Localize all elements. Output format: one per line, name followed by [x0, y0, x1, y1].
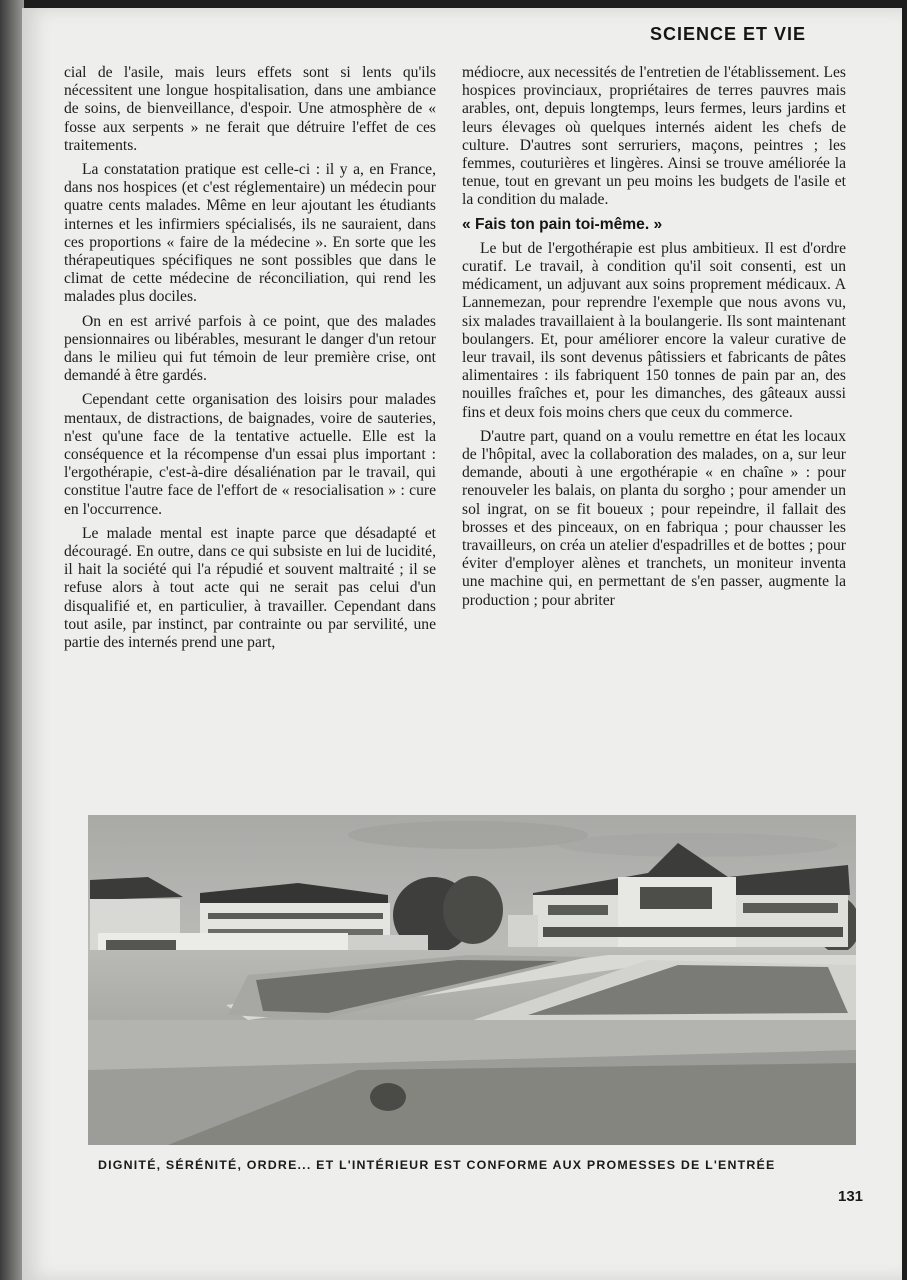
photo-caption: DIGNITÉ, SÉRÉNITÉ, ORDRE... ET L'INTÉRIEUR EST CONFORME AUX PROMESSES DE L'ENTRÉE: [98, 1158, 776, 1172]
paragraph: On en est arrivé parfois à ce point, que des malades pensionnaires ou libérables, mesurant le danger d'un retour dans le milieu qui fut témoin de leur première crise, ont demandé à être gardés.: [64, 312, 436, 385]
paragraph: médiocre, aux necessités de l'entretien de l'établissement. Les hospices provinciaux, propriétaires de terres pauvres mais arables, ont, depuis longtemps, leurs fermes, leurs jardins et leurs élevages où quelques internés aident les chefs de culture. D'autres sont serruriers, maçons, peintres ; les femmes, couturières et lingères. Ainsi se trouve améliorée la tenue, tout en grevant un peu moins les budgets de l'asile et la condition du malade.: [462, 64, 846, 209]
right-column: [462, 64, 846, 616]
paragraph: La constatation pratique est celle-ci : il y a, en France, dans nos hospices (et c'est réglementaire) un médecin pour quatre cents malades. Même en leur ajoutant les étudiants internes et les infirmiers spécialisés, ils ne sauraient, dans ces proportions « faire de la médecine ». En sorte que les thérapeutiques spécifiques ne sont possibles que dans le climat de cette médecine de réconciliation, qui rend les malades plus dociles.: [64, 161, 436, 306]
paragraph: Le but de l'ergothérapie est plus ambitieux. Il est d'ordre curatif. Le travail, à condition qu'il soit consenti, est un médicament, un adjuvant aux soins proprement médicaux. A Lannemezan, pour reprendre l'exemple que nous avons vu, six malades travaillaient à la boulangerie. Ils sont maintenant boulangers. Et, pour améliorer encore la valeur curative de leur travail, ils sont devenus pâtissiers et fabricants de pâtes alimentaires : ils fabriquent 150 tonnes de pain par an, des nouilles fraîches et, pour les dimanches, des gâteaux aussi fins et deux fois moins chers que ceux du commerce.: [462, 239, 846, 421]
running-head: SCIENCE ET VIE: [650, 24, 807, 44]
page-number: 131: [838, 1188, 864, 1205]
paragraph: Le malade mental est inapte parce que désadapté et découragé. En outre, dans ce qui subsiste en lui de lucidité, il hait la société qui l'a répudié et souvent maltraité ; il se refuse alors à tout acte qui ne serait pas celui d'un disqualifié et, en particulier, à travailler. Cependant dans tout asile, par instinct, par contrainte ou par servilité, une partie des internés prend une part,: [64, 524, 436, 652]
paragraph: cial de l'asile, mais leurs effets sont si lents qu'ils nécessitent une longue hospitalisation, dans une ambiance de soins, de bienveillance, d'espoir. Une atmosphère de « fosse aux serpents » ne ferait que détruire l'effet de ces traitements.: [64, 64, 436, 154]
page-edge-shadow: [0, 0, 24, 1280]
left-column: [64, 64, 436, 658]
hospital-photo-illustration: [88, 815, 856, 1145]
section-subheading: « Fais ton pain toi-même. »: [462, 215, 663, 233]
paragraph: Cependant cette organisation des loisirs pour malades mentaux, de distractions, de baignades, voire de sauteries, n'est qu'une face de la tentative actuelle. Elle est la conséquence et la récompense d'un essai plus important : l'ergothérapie, c'est-à-dire désaliénation par le travail, qui constitue l'autre face de l'effort de « resocialisation » : cure en l'occurrence.: [64, 391, 436, 518]
hospital-photograph: [88, 815, 856, 1145]
paragraph: D'autre part, quand on a voulu remettre en état les locaux de l'hôpital, avec la collaboration des malades, on a, sur leur demande, abouti à une ergothérapie « en chaîne » : pour renouveler les balais, on planta du sorgho ; pour amender un sol ingrat, on se fit boueux ; pour repeindre, il fallait des brosses et des pinceaux, on en fabriqua ; pour chausser les travailleurs, on créa un atelier d'espadrilles et de bottes ; pour éviter d'employer alènes et tranchets, un moniteur inventa une machine qui, en permettant de s'en passer, augmente la production ; pour abriter: [462, 427, 846, 609]
